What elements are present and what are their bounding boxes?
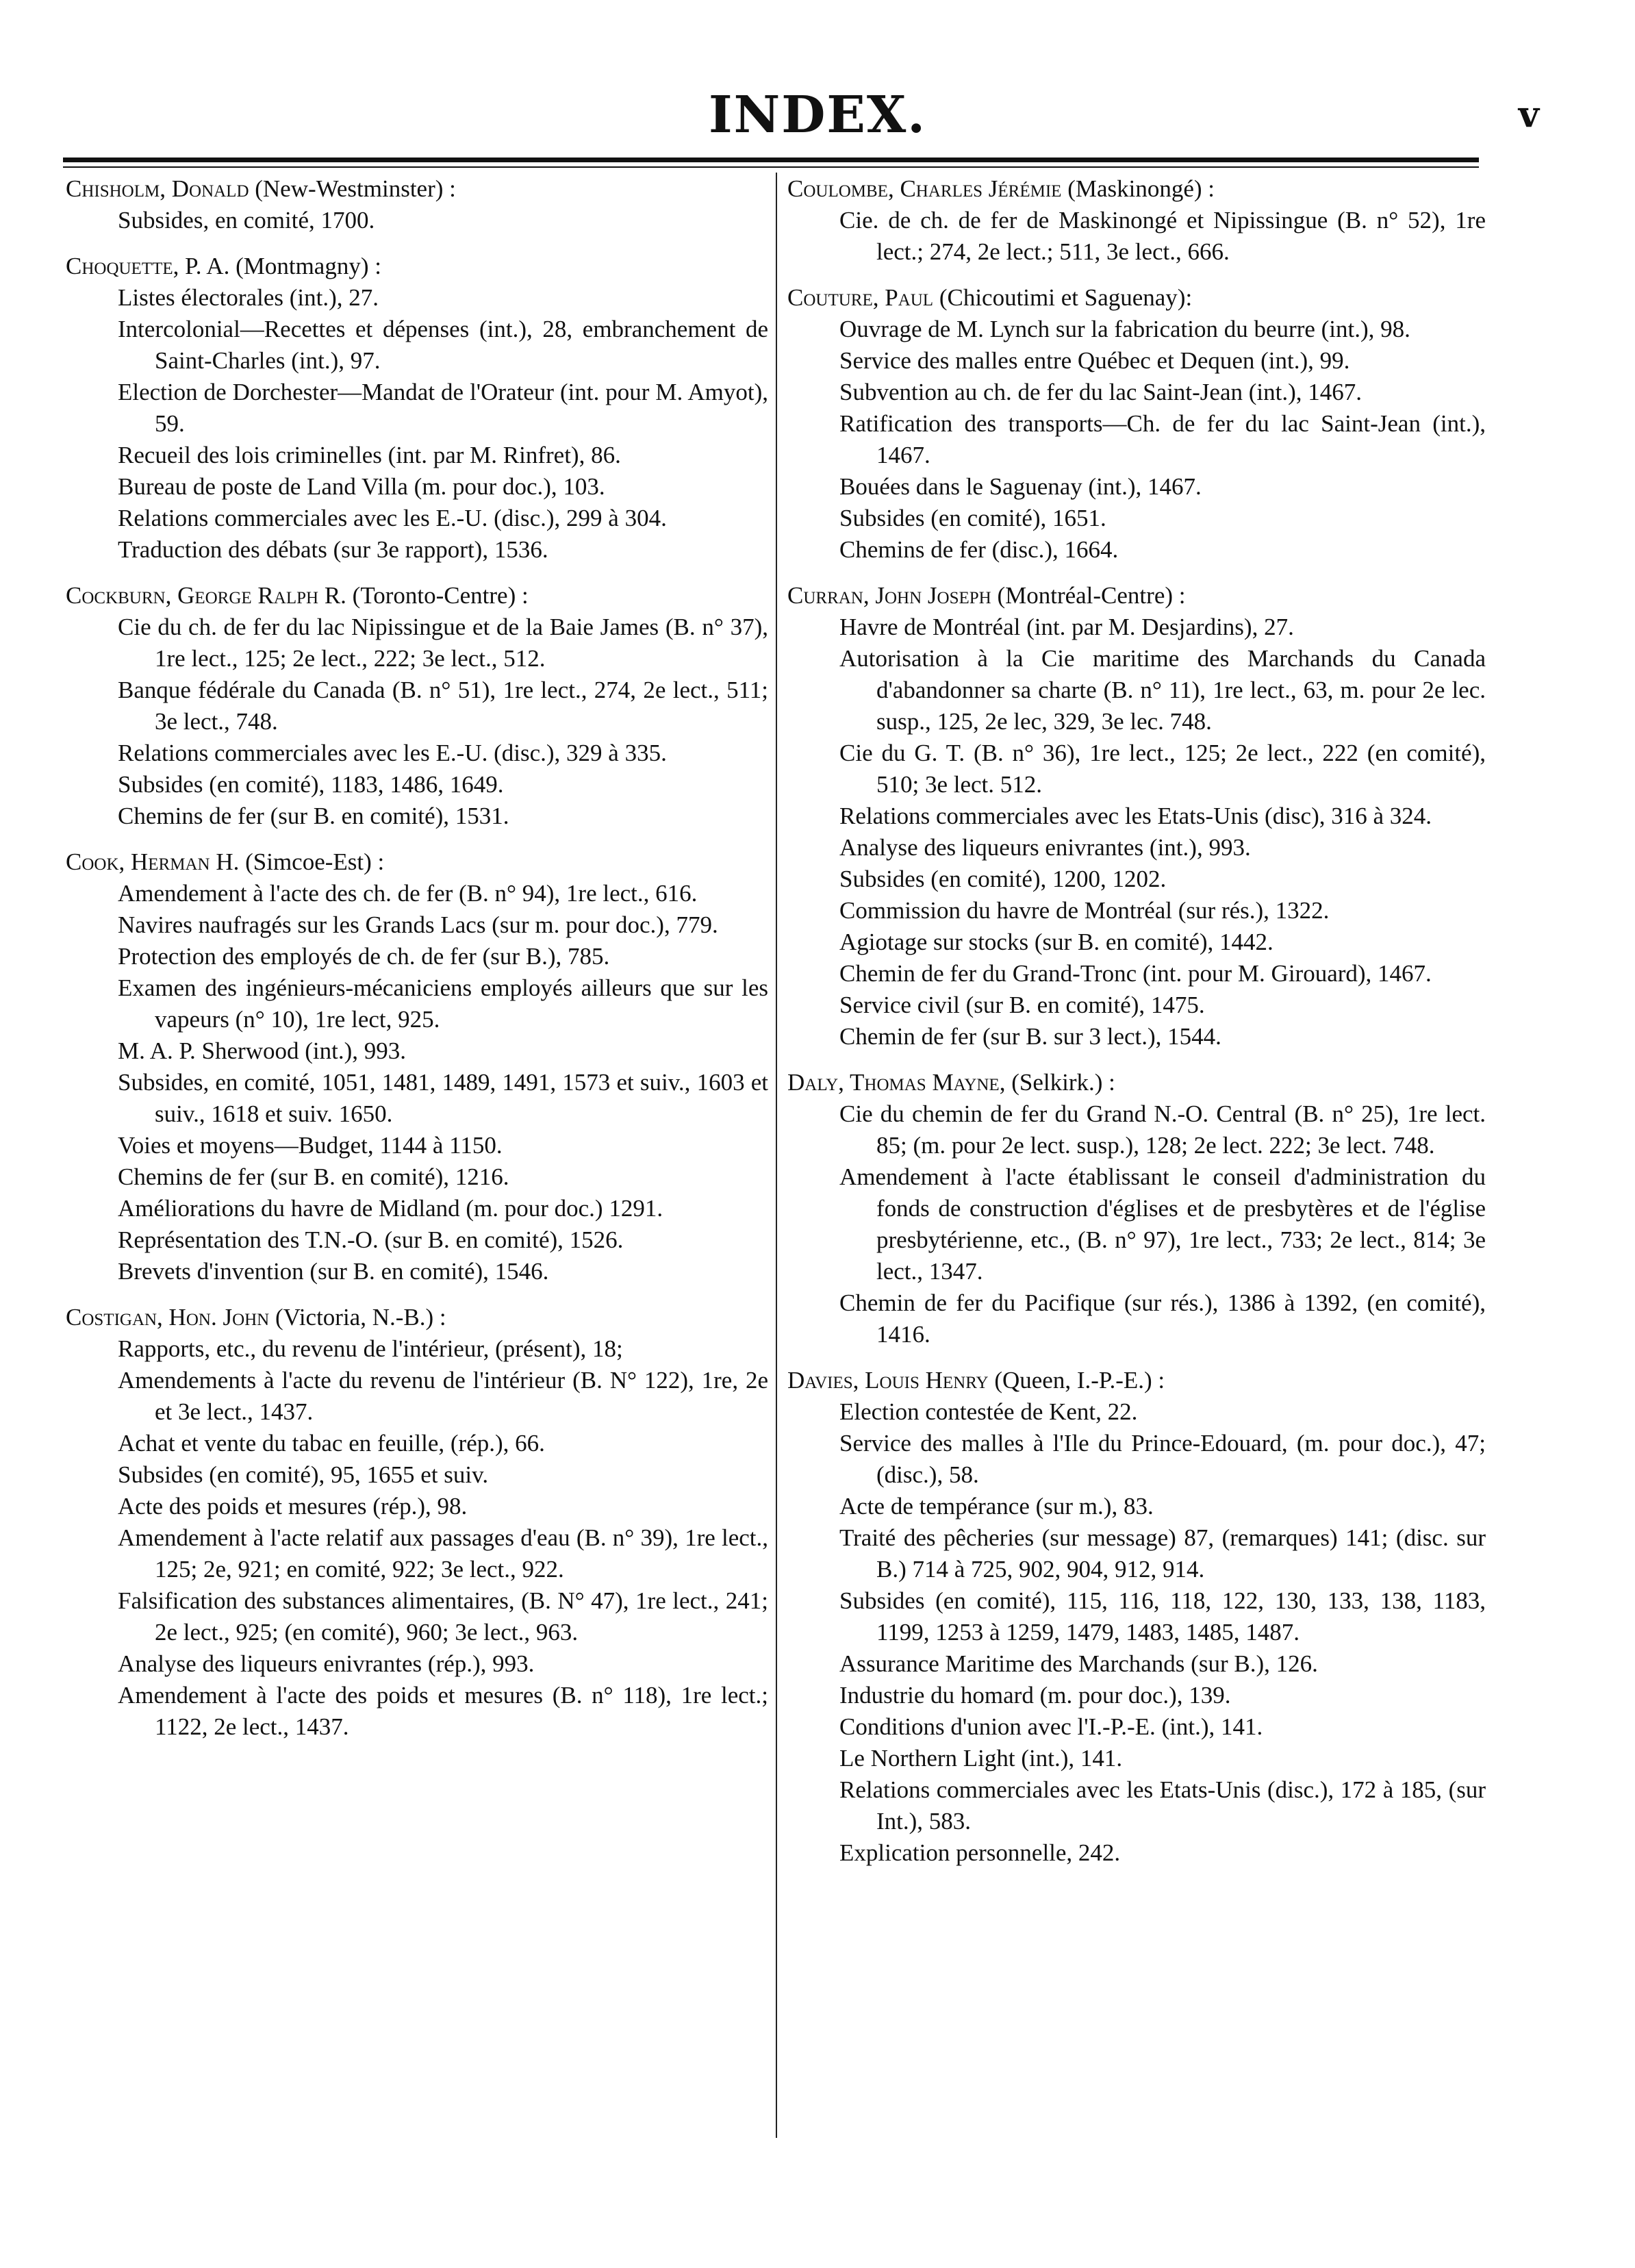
entry-item: Amendement à l'acte relatif aux passages d'eau (B. n° 39), 1re lect., 125; 2e, 921; en comité, 922; 3e lect., 922. <box>118 1524 768 1583</box>
entry-item: Chemin de fer du Pacifique (sur rés.), 1386 à 1392, (en comité), 1416. <box>839 1289 1486 1348</box>
entry-item: Acte des poids et mesures (rép.), 98. <box>118 1493 468 1520</box>
member-name: Chisholm, Donald <box>66 175 249 202</box>
entry-item: Acte de tempérance (sur m.), 83. <box>839 1493 1154 1520</box>
entry-item: Intercolonial—Recettes et dépenses (int.), 28, embranchement de Saint-Charles (int.), 97. <box>118 316 768 374</box>
index-entry <box>787 173 1486 268</box>
member-constituency: (Simcoe-Est) : <box>245 848 385 875</box>
entry-item: Subsides, en comité, 1700. <box>118 207 375 234</box>
entry-item: Cie du ch. de fer du lac Nipissingue et de la Baie James (B. n° 37), 1re lect., 125; 2e lect., 222; 3e lect., 512. <box>118 614 768 672</box>
member-name: Cook, Herman H. <box>66 848 240 875</box>
member-constituency: (Queen, I.-P.-E.) : <box>994 1367 1165 1394</box>
entry-heading <box>66 173 768 205</box>
entry-item: Achat et vente du tabac en feuille, (rép.), 66. <box>118 1430 545 1457</box>
entry-item: Examen des ingénieurs-mécaniciens employés ailleurs que sur les vapeurs (n° 10), 1re lect, 925. <box>118 974 768 1033</box>
entry-item: Agiotage sur stocks (sur B. en comité), 1442. <box>839 929 1273 955</box>
entry-item: Relations commerciales avec les E.-U. (disc.), 299 à 304. <box>118 505 667 531</box>
entry-item: Navires naufragés sur les Grands Lacs (sur m. pour doc.), 779. <box>118 911 718 938</box>
entry-item: Amendement à l'acte des poids et mesures (B. n° 118), 1re lect.; 1122, 2e lect., 1437. <box>118 1682 768 1740</box>
index-entry <box>787 1066 1486 1350</box>
entry-item: Chemin de fer (sur B. sur 3 lect.), 1544. <box>839 1023 1221 1050</box>
member-name: Costigan, Hon. John <box>66 1304 270 1331</box>
header-rule-thin <box>63 166 1479 168</box>
member-name: Couture, Paul <box>787 284 934 311</box>
entry-item: Falsification des substances alimentaires, (B. N° 47), 1re lect., 241; 2e lect., 925; (en comité), 960; 3e lect., 963. <box>118 1587 768 1646</box>
index-entry <box>787 281 1486 566</box>
entry-item: Subsides (en comité), 1183, 1486, 1649. <box>118 771 504 798</box>
index-entry <box>66 173 768 236</box>
index-entry <box>66 1301 768 1743</box>
index-entry <box>66 846 768 1287</box>
member-name: Curran, John Joseph <box>787 582 991 609</box>
index-entry <box>66 250 768 566</box>
entry-item: Ouvrage de M. Lynch sur la fabrication du beurre (int.), 98. <box>839 316 1410 342</box>
entry-item: Amendement à l'acte établissant le conseil d'administration du fonds de construction d'églises et de presbytères et de l'église presbytérienne, etc., (B. n° 97), 1re lect., 733; 2e lect., 814; 3e lect., 1347. <box>839 1163 1486 1285</box>
entry-item: Protection des employés de ch. de fer (sur B.), 785. <box>118 943 610 970</box>
entry-item: Chemins de fer (disc.), 1664. <box>839 536 1119 563</box>
entry-item: Commission du havre de Montréal (sur rés.), 1322. <box>839 897 1330 924</box>
entry-item: Chemins de fer (sur B. en comité), 1216. <box>118 1163 509 1190</box>
entry-item: Analyse des liqueurs enivrantes (rép.), 993. <box>118 1650 535 1677</box>
right-column <box>787 173 1486 1882</box>
entry-item: Représentation des T.N.-O. (sur B. en comité), 1526. <box>118 1226 624 1253</box>
entry-item: Subsides (en comité), 95, 1655 et suiv. <box>118 1461 489 1488</box>
entry-item: Analyse des liqueurs enivrantes (int.), 993. <box>839 834 1251 861</box>
index-entry <box>787 1364 1486 1869</box>
entry-item: Subvention au ch. de fer du lac Saint-Jean (int.), 1467. <box>839 379 1362 405</box>
entry-item: Recueil des lois criminelles (int. par M. Rinfret), 86. <box>118 442 621 468</box>
entry-item: Explication personnelle, 242. <box>839 1839 1121 1866</box>
entry-item: Voies et moyens—Budget, 1144 à 1150. <box>118 1132 503 1159</box>
entry-item: Subsides (en comité), 115, 116, 118, 122, 130, 133, 138, 1183, 1199, 1253 à 1259, 1479, 1483, 1485, 1487. <box>839 1587 1486 1646</box>
entry-item: Assurance Maritime des Marchands (sur B.), 126. <box>839 1650 1318 1677</box>
entry-item: Bouées dans le Saguenay (int.), 1467. <box>839 473 1202 500</box>
entry-heading <box>787 1364 1486 1396</box>
entry-item: M. A. P. Sherwood (int.), 993. <box>118 1037 406 1064</box>
entry-item: Cie. de ch. de fer de Maskinongé et Nipissingue (B. n° 52), 1re lect.; 274, 2e lect.; 511, 3e lect., 666. <box>839 207 1486 265</box>
member-constituency: (Chicoutimi et Saguenay): <box>939 284 1193 311</box>
member-constituency: (Maskinongé) : <box>1067 175 1215 202</box>
entry-heading <box>787 1066 1486 1098</box>
index-entry <box>787 579 1486 1053</box>
member-name: Davies, Louis Henry <box>787 1367 989 1394</box>
index-entry <box>66 579 768 832</box>
entry-item: Traité des pêcheries (sur message) 87, (remarques) 141; (disc. sur B.) 714 à 725, 902, 904, 912, 914. <box>839 1524 1486 1583</box>
entry-item: Relations commerciales avec les Etats-Unis (disc.), 172 à 185, (sur Int.), 583. <box>839 1776 1486 1835</box>
entry-item: Subsides (en comité), 1651. <box>839 505 1106 531</box>
member-name: Daly, Thomas Mayne, <box>787 1069 1006 1096</box>
entry-item: Subsides (en comité), 1200, 1202. <box>839 866 1167 892</box>
entry-heading <box>787 173 1486 205</box>
entry-item: Election de Dorchester—Mandat de l'Orateur (int. pour M. Amyot), 59. <box>118 379 768 437</box>
entry-heading <box>66 1301 768 1333</box>
entry-item: Cie du chemin de fer du Grand N.-O. Central (B. n° 25), 1re lect. 85; (m. pour 2e lect. susp.), 128; 2e lect. 222; 3e lect. 748. <box>839 1100 1486 1159</box>
member-constituency: (Montréal-Centre) : <box>997 582 1186 609</box>
entry-item: Amendement à l'acte des ch. de fer (B. n° 94), 1re lect., 616. <box>118 880 698 907</box>
entry-heading <box>66 846 768 878</box>
left-column <box>66 173 768 1756</box>
entry-item: Amendements à l'acte du revenu de l'intérieur (B. N° 122), 1re, 2e et 3e lect., 1437. <box>118 1367 768 1425</box>
entry-heading <box>66 579 768 612</box>
member-name: Coulombe, Charles Jérémie <box>787 175 1062 202</box>
entry-item: Autorisation à la Cie maritime des Marchands du Canada d'abandonner sa charte (B. n° 11), 1re lect., 63, m. pour 2e lec. susp., 125, 2e lec, 329, 3e lec. 748. <box>839 645 1486 735</box>
entry-item: Chemin de fer du Grand-Tronc (int. pour M. Girouard), 1467. <box>839 960 1432 987</box>
entry-item: Industrie du homard (m. pour doc.), 139. <box>839 1682 1231 1709</box>
entry-item: Bureau de poste de Land Villa (m. pour doc.), 103. <box>118 473 605 500</box>
entry-item: Ratification des transports—Ch. de fer du lac Saint-Jean (int.), 1467. <box>839 410 1486 468</box>
entry-heading <box>787 579 1486 612</box>
entry-item: Le Northern Light (int.), 141. <box>839 1745 1123 1772</box>
page-title: INDEX. <box>708 86 926 144</box>
entry-item: Service civil (sur B. en comité), 1475. <box>839 992 1205 1018</box>
entry-item: Cie du G. T. (B. n° 36), 1re lect., 125; 2e lect., 222 (en comité), 510; 3e lect. 512. <box>839 740 1486 798</box>
column-divider <box>776 173 777 2138</box>
entry-item: Chemins de fer (sur B. en comité), 1531. <box>118 803 509 829</box>
header-rule-thick <box>63 158 1479 162</box>
entry-item: Relations commerciales avec les E.-U. (disc.), 329 à 335. <box>118 740 667 766</box>
entry-heading <box>787 281 1486 314</box>
entry-item: Relations commerciales avec les Etats-Unis (disc), 316 à 324. <box>839 803 1432 829</box>
entry-item: Banque fédérale du Canada (B. n° 51), 1re lect., 274, 2e lect., 511; 3e lect., 748. <box>118 677 768 735</box>
entry-item: Rapports, etc., du revenu de l'intérieur, (présent), 18; <box>118 1335 623 1362</box>
member-name: Choquette, P. A. <box>66 253 230 279</box>
member-constituency: (Selkirk.) : <box>1011 1069 1115 1096</box>
entry-item: Havre de Montréal (int. par M. Desjardins), 27. <box>839 614 1294 640</box>
entry-item: Brevets d'invention (sur B. en comité), 1546. <box>118 1258 549 1285</box>
member-constituency: (Toronto-Centre) : <box>352 582 529 609</box>
entry-item: Améliorations du havre de Midland (m. pour doc.) 1291. <box>118 1195 663 1222</box>
entry-heading <box>66 250 768 282</box>
entry-item: Conditions d'union avec l'I.-P.-E. (int.), 141. <box>839 1713 1263 1740</box>
member-constituency: (Montmagny) : <box>236 253 381 279</box>
member-name: Cockburn, George Ralph R. <box>66 582 346 609</box>
member-constituency: (Victoria, N.-B.) : <box>275 1304 446 1331</box>
entry-item: Subsides, en comité, 1051, 1481, 1489, 1491, 1573 et suiv., 1603 et suiv., 1618 et suiv. 1650. <box>118 1069 768 1127</box>
entry-item: Traduction des débats (sur 3e rapport), 1536. <box>118 536 548 563</box>
entry-item: Service des malles entre Québec et Dequen (int.), 99. <box>839 347 1350 374</box>
entry-item: Listes électorales (int.), 27. <box>118 284 379 311</box>
entry-item: Election contestée de Kent, 22. <box>839 1398 1138 1425</box>
member-constituency: (New-Westminster) : <box>255 175 456 202</box>
page-number: v <box>1518 94 1539 136</box>
entry-item: Service des malles à l'Ile du Prince-Edouard, (m. pour doc.), 47; (disc.), 58. <box>839 1430 1486 1488</box>
page-header <box>0 81 1635 149</box>
